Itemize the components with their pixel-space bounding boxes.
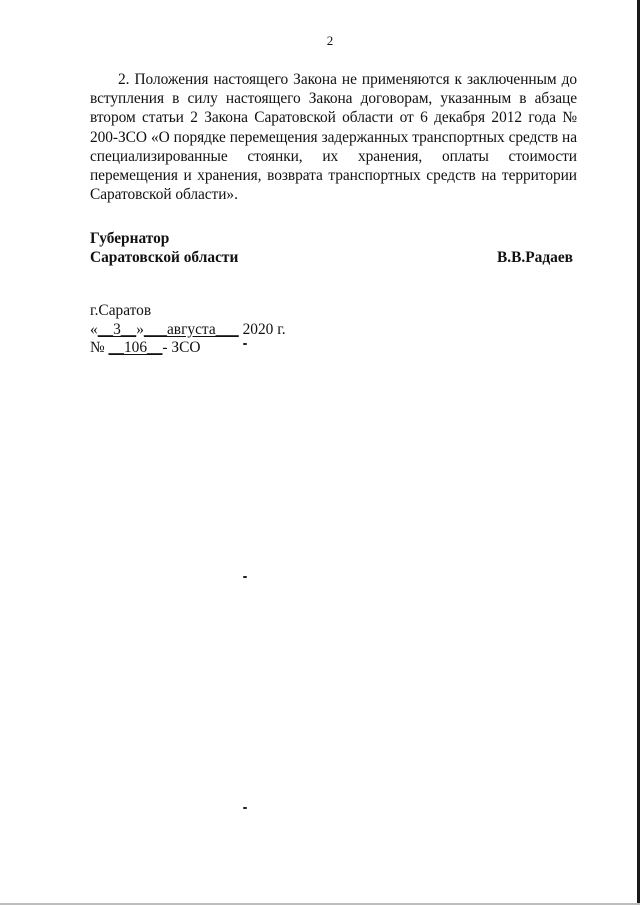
governor-name: В.В.Радаев: [497, 249, 573, 266]
signature-block: [90, 229, 573, 267]
number-line: [90, 339, 286, 358]
date-day: __3__: [97, 320, 137, 338]
page-number: 2: [326, 33, 334, 48]
scan-speck: [243, 807, 247, 809]
place-date-number-block: [90, 302, 286, 358]
city: г.Саратов: [90, 302, 152, 319]
law-paragraph: 2. Положения настоящего Закона не применяются к заключенным до вступления в силу настоящего Закона договорам, указанным в абзаце втором статьи 2 Закона Саратовской области от 6 декабря 2012 года № 200-ЗСО «О порядке перемещения задержанных транспортных средств на специализированные стоянки, их хранения, оплаты стоимости перемещения и хранения, возврата транспортных средств на территории Саратовской области».: [90, 71, 577, 204]
date-line: [90, 321, 286, 340]
signature-row: [90, 248, 573, 267]
region-title: Саратовской области: [90, 249, 239, 266]
date-open-quote: «: [90, 320, 98, 338]
number-value: __106__: [108, 339, 163, 356]
scan-speck: [243, 576, 247, 578]
number-suffix: - ЗСО: [162, 339, 201, 356]
governor-title: Губернатор: [90, 230, 170, 247]
date-month: ___августа___: [143, 320, 239, 338]
scan-speck: [243, 343, 247, 345]
date-close-quote: »: [136, 320, 144, 338]
date-year: 2020 г.: [238, 320, 286, 338]
number-prefix: №: [90, 339, 105, 356]
